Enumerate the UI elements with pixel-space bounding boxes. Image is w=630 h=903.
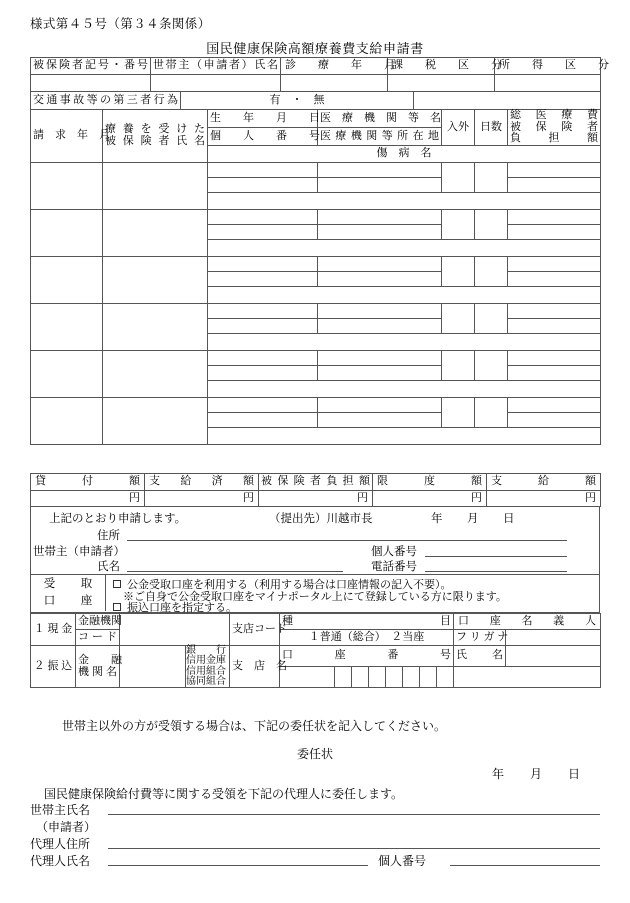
third-party-accident-table <box>30 91 601 110</box>
input-bank-code[interactable] <box>120 614 230 646</box>
input-branch-name-value[interactable] <box>280 667 335 688</box>
table-header-row <box>31 58 601 75</box>
document-title: 国民健康保険高額療養費支給申請書 <box>206 41 424 56</box>
cell-inout[interactable] <box>442 257 475 287</box>
public-fund-account-note: ※ご自身で公金受取口座をマイナポータル上にて登録している方に限ります。 <box>123 591 507 603</box>
cell-claim-year-month[interactable] <box>31 210 103 257</box>
cell-days[interactable] <box>475 210 508 240</box>
cell-personal-number[interactable] <box>208 319 318 334</box>
delegation-date-year: 年 <box>492 767 505 781</box>
cell-disease-name[interactable] <box>208 240 601 257</box>
delegation-householder-name-label: 世帯主氏名 <box>30 803 91 817</box>
value-income-class[interactable] <box>495 75 601 92</box>
bank-type-1: 銀 行 <box>186 645 226 656</box>
name-rule <box>127 571 343 572</box>
value-householder-name[interactable] <box>151 75 281 92</box>
checkbox-icon[interactable] <box>113 603 121 611</box>
header-claim-year-month: 請 求 年 月 <box>31 110 103 163</box>
agent-name-rule <box>108 865 368 866</box>
label-bank-types <box>186 646 230 688</box>
cell-birth-date[interactable] <box>208 304 318 319</box>
delegation-agent-my-number-label: 個人番号 <box>378 854 427 868</box>
cell-insured-burden[interactable] <box>508 319 601 334</box>
table-value-row <box>31 491 601 507</box>
table-row <box>31 351 601 366</box>
phone-rule <box>425 571 567 572</box>
cell-institution-address[interactable] <box>318 178 442 193</box>
value-treatment-month[interactable] <box>281 75 388 92</box>
date-day-label: 日 <box>503 513 515 525</box>
recv-char-3: 口 <box>43 595 56 607</box>
header-birth-date: 生 年 月 日 <box>208 110 318 128</box>
cell-total-cost[interactable] <box>508 210 601 225</box>
header-total-medical-cost: 総 医 療 費 被 保 険 者 負 担 額 <box>508 110 601 146</box>
value-insured-burden-amount[interactable]: 円 <box>259 491 373 507</box>
account-digit-4[interactable] <box>386 667 403 688</box>
cell-institution-name[interactable] <box>318 257 442 272</box>
cell-disease-name[interactable] <box>208 334 601 351</box>
cell-insured-burden[interactable] <box>508 366 601 381</box>
claim-detail-table <box>30 109 601 445</box>
applicant-info-box <box>30 507 600 575</box>
cell-days[interactable] <box>475 304 508 334</box>
table-row <box>31 630 601 646</box>
bank-type-2: 信用金庫 <box>186 655 226 667</box>
cell-institution-name[interactable] <box>318 163 442 178</box>
cell-institution-address[interactable] <box>318 225 442 240</box>
address-label: 住所 <box>97 530 120 542</box>
cell-inout[interactable] <box>442 210 475 240</box>
form-number: 様式第４５号（第３４条関係） <box>30 17 211 31</box>
cell-disease-name[interactable] <box>208 381 601 398</box>
table-row <box>31 210 601 225</box>
specify-transfer-account-option-label: 振込口座を指定する。 <box>127 602 237 614</box>
cell-inout[interactable] <box>442 163 475 193</box>
account-digit-3[interactable] <box>369 667 386 688</box>
recv-char-2: 取 <box>80 578 93 591</box>
cell-personal-number[interactable] <box>208 272 318 287</box>
header-treatment-month: 診 療 年 月 <box>281 58 388 75</box>
label-method-transfer: ２ 振 込 <box>31 646 76 688</box>
cell-institution-address[interactable] <box>318 319 442 334</box>
recv-char-1: 受 <box>43 578 56 591</box>
cell-disease-name[interactable] <box>208 193 601 210</box>
label-account-number: 口 座 番 号 <box>280 646 454 667</box>
label-holder-name: 氏 名 <box>454 646 506 667</box>
cell-birth-date[interactable] <box>208 398 318 413</box>
application-statement: 上記のとおり申請します。 <box>49 513 187 525</box>
my-number-rule <box>425 556 567 557</box>
cell-insured-name[interactable] <box>103 351 208 398</box>
cell-days[interactable] <box>475 257 508 287</box>
delegation-title: 委任状 <box>296 747 333 761</box>
table-row <box>31 163 601 178</box>
cell-inout[interactable] <box>442 351 475 381</box>
delegation-agent-address-label: 代理人住所 <box>30 837 91 851</box>
cell-total-cost[interactable] <box>508 351 601 366</box>
cell-insured-name[interactable] <box>103 257 208 304</box>
header-tax-class: 課 税 区 分 <box>388 58 495 75</box>
public-fund-account-option-label: 公金受取口座を利用する（利用する場合は口座情報の記入不要）。 <box>127 579 452 591</box>
name-label: 氏名 <box>97 561 120 573</box>
submit-to-label: （提出先）川越市長 <box>269 513 373 525</box>
agent-address-rule <box>108 848 600 849</box>
header-paid-amount: 支 給 済 額 <box>145 474 259 491</box>
table-row <box>31 398 601 413</box>
householder-name-rule <box>108 814 600 815</box>
cell-personal-number[interactable] <box>208 366 318 381</box>
label-branch-name: 支 店 名 <box>230 646 280 688</box>
cell-insured-burden[interactable] <box>508 413 601 428</box>
label-bank-code-2: コ ー ド <box>76 630 120 646</box>
cell-institution-name[interactable] <box>318 351 442 366</box>
table-row <box>31 257 601 272</box>
cell-personal-number[interactable] <box>208 413 318 428</box>
value-limit-amount[interactable]: 円 <box>373 491 487 507</box>
account-digit-2[interactable] <box>352 667 369 688</box>
phone-label: 電話番号 <box>371 561 417 573</box>
cell-total-cost[interactable] <box>508 304 601 319</box>
householder-label: 世帯主（申請者） <box>33 546 125 558</box>
input-holder-name[interactable] <box>506 646 601 667</box>
header-inout: 入外 <box>442 110 475 146</box>
cell-institution-name[interactable] <box>318 398 442 413</box>
header-personal-number: 個 人 番 号 <box>208 128 318 146</box>
table-row <box>31 92 601 110</box>
header-insured-number: 被保険者記号・番号 <box>31 58 151 75</box>
cell-institution-address[interactable] <box>318 413 442 428</box>
cell-institution-address[interactable] <box>318 366 442 381</box>
amount-summary-table <box>30 473 601 507</box>
cell-insured-name[interactable] <box>103 163 208 210</box>
cell-insured-name[interactable] <box>103 398 208 445</box>
label-bank-name: 金 融 機 関 名 <box>76 646 120 688</box>
date-month-label: 月 <box>467 513 479 525</box>
receive-account-box <box>30 575 600 613</box>
label-furigana: フ リ ガ ナ <box>454 630 506 646</box>
delegation-instruction: 世帯主以外の方が受領する場合は、下記の委任状を記入してください。 <box>62 719 447 733</box>
value-loan-amount[interactable]: 円 <box>31 491 145 507</box>
date-year-label: 年 <box>431 513 443 525</box>
header-income-class: 所 得 区 分 <box>495 58 601 75</box>
cell-personal-number[interactable] <box>208 225 318 240</box>
account-digit-5[interactable] <box>403 667 420 688</box>
cell-disease-name[interactable] <box>208 428 601 445</box>
cell-claim-year-month[interactable] <box>31 163 103 210</box>
cell-institution-name[interactable] <box>318 210 442 225</box>
cell-days[interactable] <box>475 351 508 381</box>
cell-birth-date[interactable] <box>208 163 318 178</box>
header-payment-amount: 支 給 額 <box>487 474 601 491</box>
account-digit-1[interactable] <box>335 667 352 688</box>
cell-birth-date[interactable] <box>208 210 318 225</box>
cell-inout[interactable] <box>442 398 475 428</box>
cell-total-cost[interactable] <box>508 257 601 272</box>
cell-claim-year-month[interactable] <box>31 304 103 351</box>
cell-birth-date[interactable] <box>208 351 318 366</box>
address-rule <box>127 540 567 541</box>
cell-birth-date[interactable] <box>208 257 318 272</box>
table-row <box>31 646 601 667</box>
bank-type-4: 協同組合 <box>186 675 226 687</box>
value-third-party-extra[interactable] <box>414 92 601 110</box>
header-householder-name: 世帯主（申請者）氏名 <box>151 58 281 75</box>
account-digit-6[interactable] <box>420 667 437 688</box>
input-holder-name-2[interactable] <box>454 667 601 688</box>
cell-insured-burden[interactable] <box>508 272 601 287</box>
agent-my-number-rule <box>450 865 600 866</box>
delegation-applicant-label: （申請者） <box>36 820 97 834</box>
delegation-agent-name-label: 代理人氏名 <box>30 854 91 868</box>
label-account-holder: 口 座 名 義 人 <box>454 614 601 630</box>
insured-info-table <box>30 57 609 92</box>
cell-institution-name[interactable] <box>318 304 442 319</box>
cell-insured-burden[interactable] <box>508 225 601 240</box>
checkbox-icon[interactable] <box>113 580 121 588</box>
header-insured-name: 療 養 を 受 け た 被 保 険 者 氏 名 <box>103 110 208 163</box>
cell-personal-number[interactable] <box>208 178 318 193</box>
delegation-date-day: 日 <box>568 767 581 781</box>
label-branch-code: 支店コード <box>230 614 280 646</box>
my-number-label: 個人番号 <box>371 546 417 558</box>
claim-header-row-1 <box>31 110 601 128</box>
cell-total-cost[interactable] <box>508 163 601 178</box>
label-third-party-act: 交通事故等の第三者行為 <box>31 92 181 110</box>
header-loan-amount: 貸 付 額 <box>31 474 145 491</box>
cell-total-cost[interactable] <box>508 398 601 413</box>
value-insured-number[interactable] <box>31 75 151 92</box>
cell-claim-year-month[interactable] <box>31 257 103 304</box>
cell-insured-name[interactable] <box>103 304 208 351</box>
bank-account-table <box>30 613 601 688</box>
value-paid-amount[interactable]: 円 <box>145 491 259 507</box>
cell-inout[interactable] <box>442 304 475 334</box>
input-furigana[interactable] <box>506 630 601 646</box>
header-disease-name: 傷 病 名 <box>208 146 601 163</box>
cell-insured-name[interactable] <box>103 210 208 257</box>
table-value-row <box>31 75 601 92</box>
cell-claim-year-month[interactable] <box>31 351 103 398</box>
cell-institution-address[interactable] <box>318 272 442 287</box>
value-tax-class[interactable] <box>388 75 495 92</box>
label-bank-code-1: 金融機関 <box>76 614 120 630</box>
delegation-statement: 国民健康保険給付費等に関する受領を下記の代理人に委任します。 <box>44 787 404 801</box>
header-institution-address: 医 療 機 関 等 所 在 地 <box>318 128 442 146</box>
delegation-date-month: 月 <box>530 767 543 781</box>
input-bank-name[interactable] <box>120 646 186 688</box>
table-row <box>31 614 601 630</box>
label-method-cash: １ 現 金 <box>31 614 76 646</box>
label-account-type: 種 目 <box>280 614 454 630</box>
value-third-party-options[interactable]: 有 ・ 無 <box>181 92 414 110</box>
header-institution-name: 医 療 機 関 等 名 <box>318 110 442 128</box>
cell-days[interactable] <box>475 398 508 428</box>
cell-insured-burden[interactable] <box>508 178 601 193</box>
value-payment-amount[interactable]: 円 <box>487 491 601 507</box>
cell-days[interactable] <box>475 163 508 193</box>
account-digit-7[interactable] <box>437 667 454 688</box>
cell-disease-name[interactable] <box>208 287 601 304</box>
header-insured-burden-amount: 被保険者負担額 <box>259 474 373 491</box>
table-row <box>31 304 601 319</box>
table-header-row <box>31 474 601 491</box>
cell-claim-year-month[interactable] <box>31 398 103 445</box>
value-account-type-options[interactable]: １普通（総合） ２当座 <box>280 630 454 646</box>
header-limit-amount: 限 度 額 <box>373 474 487 491</box>
bank-type-3: 信用組合 <box>186 665 226 677</box>
header-days: 日数 <box>475 110 508 146</box>
recv-char-4: 座 <box>80 595 93 607</box>
receive-account-label <box>31 575 106 611</box>
